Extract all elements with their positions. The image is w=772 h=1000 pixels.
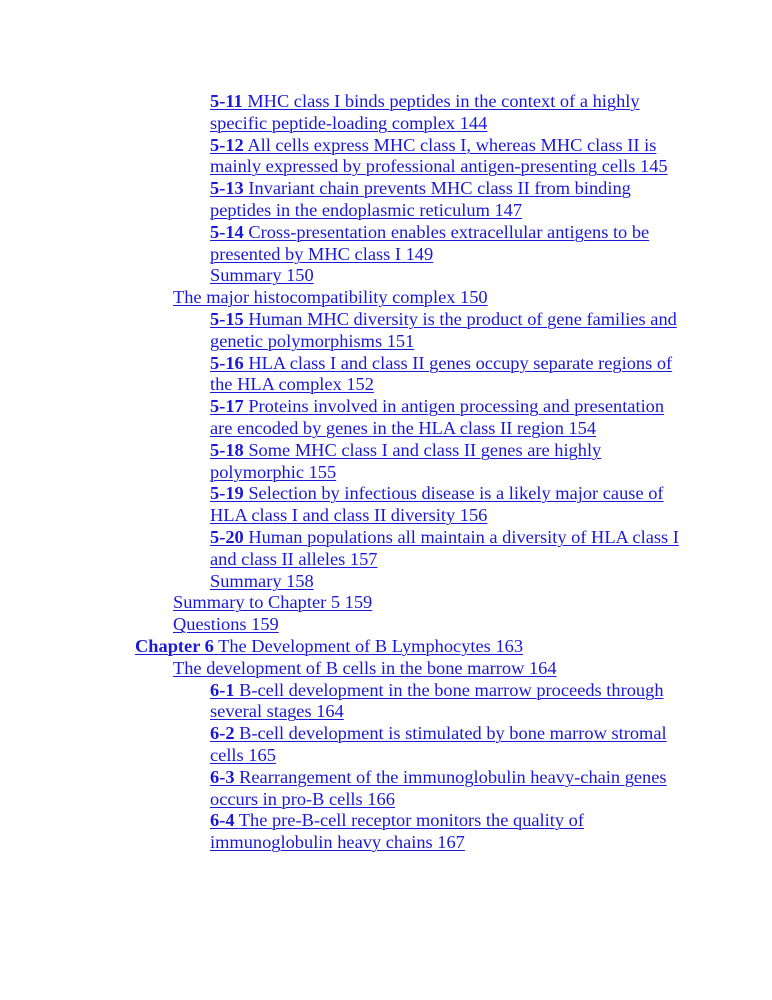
toc-section-mhc[interactable] [173,287,733,309]
toc-entry-5-20[interactable] [210,527,680,571]
toc-entry-summary-150[interactable] [210,265,680,287]
entry-title: Some MHC class I and class II genes are highly polymorphic 155 [210,439,602,482]
toc-entry-5-14[interactable] [210,222,680,266]
toc-entry-5-12[interactable] [210,135,680,179]
entry-number: 5-14 [210,221,244,242]
entry-title: B-cell development in the bone marrow proceeds through several stages 164 [210,679,664,722]
toc-entry-5-15[interactable] [210,309,680,353]
entry-title: HLA class I and class II genes occupy separate regions of the HLA complex 152 [210,352,673,395]
entry-number: 6-2 [210,723,235,744]
entry-number: 6-1 [210,679,235,700]
entry-number: 5-13 [210,178,244,199]
toc-entry-summary-158[interactable] [210,571,680,593]
entry-title: Summary 158 [210,570,314,591]
entry-title: Summary to Chapter 5 159 [173,592,373,613]
toc-entry-6-4[interactable] [210,810,680,854]
entry-title: Invariant chain prevents MHC class II from binding peptides in the endoplasmic reticulum 147 [210,178,631,220]
toc-chapter-6[interactable] [135,636,735,658]
entry-title: Human MHC diversity is the product of gene families and genetic polymorphisms 151 [210,308,677,351]
toc-entry-6-3[interactable] [210,767,680,811]
table-of-contents [0,91,772,854]
toc-entry-5-17[interactable] [210,396,680,440]
entry-title: Summary 150 [210,265,314,286]
entry-title: Proteins involved in antigen processing and presentation are encoded by genes in the HLA class II region 154 [210,396,665,438]
entry-title: Selection by infectious disease is a likely major cause of HLA class I and class II diversity 156 [210,483,664,526]
entry-number: 5-19 [210,483,244,504]
toc-entry-5-13[interactable] [210,178,680,222]
entry-number: 6-4 [210,810,235,831]
entry-number: 5-20 [210,526,244,547]
toc-section-questions[interactable] [173,614,733,636]
entry-title: MHC class I binds peptides in the context of a highly specific peptide-loading complex 144 [210,91,640,133]
toc-entry-5-11[interactable] [210,91,680,135]
entry-title: The development of B cells in the bone marrow 164 [173,657,557,678]
toc-entry-6-1[interactable] [210,680,680,724]
toc-entry-5-18[interactable] [210,440,680,484]
entry-title: The major histocompatibility complex 150 [173,287,488,308]
chapter-number: Chapter 6 [135,635,214,656]
toc-entry-6-2[interactable] [210,723,680,767]
toc-section-b-cell-development[interactable] [173,658,733,680]
entry-title: Questions 159 [173,614,279,635]
entry-number: 5-11 [210,91,243,111]
toc-section-summary-chapter-5[interactable] [173,592,733,614]
entry-number: 5-15 [210,308,244,329]
toc-entry-5-19[interactable] [210,483,680,527]
entry-title: The Development of B Lymphocytes 163 [218,635,524,656]
entry-title: Cross-presentation enables extracellular antigens to be presented by MHC class I 149 [210,221,650,264]
entry-title: The pre-B-cell receptor monitors the quality of immunoglobulin heavy chains 167 [210,810,584,853]
entry-title: B-cell development is stimulated by bone marrow stromal cells 165 [210,723,667,765]
toc-entry-5-16[interactable] [210,353,680,397]
entry-number: 5-16 [210,352,244,373]
entry-number: 5-17 [210,396,244,417]
entry-title: All cells express MHC class I, whereas MHC class II is mainly expressed by professional antigen-presenting cells 145 [210,134,668,177]
entry-number: 5-12 [210,134,244,155]
entry-title: Rearrangement of the immunoglobulin heavy-chain genes occurs in pro-B cells 166 [210,766,667,809]
entry-number: 5-18 [210,439,244,460]
entry-number: 6-3 [210,766,235,787]
entry-title: Human populations all maintain a diversity of HLA class I and class II alleles 157 [210,526,679,569]
